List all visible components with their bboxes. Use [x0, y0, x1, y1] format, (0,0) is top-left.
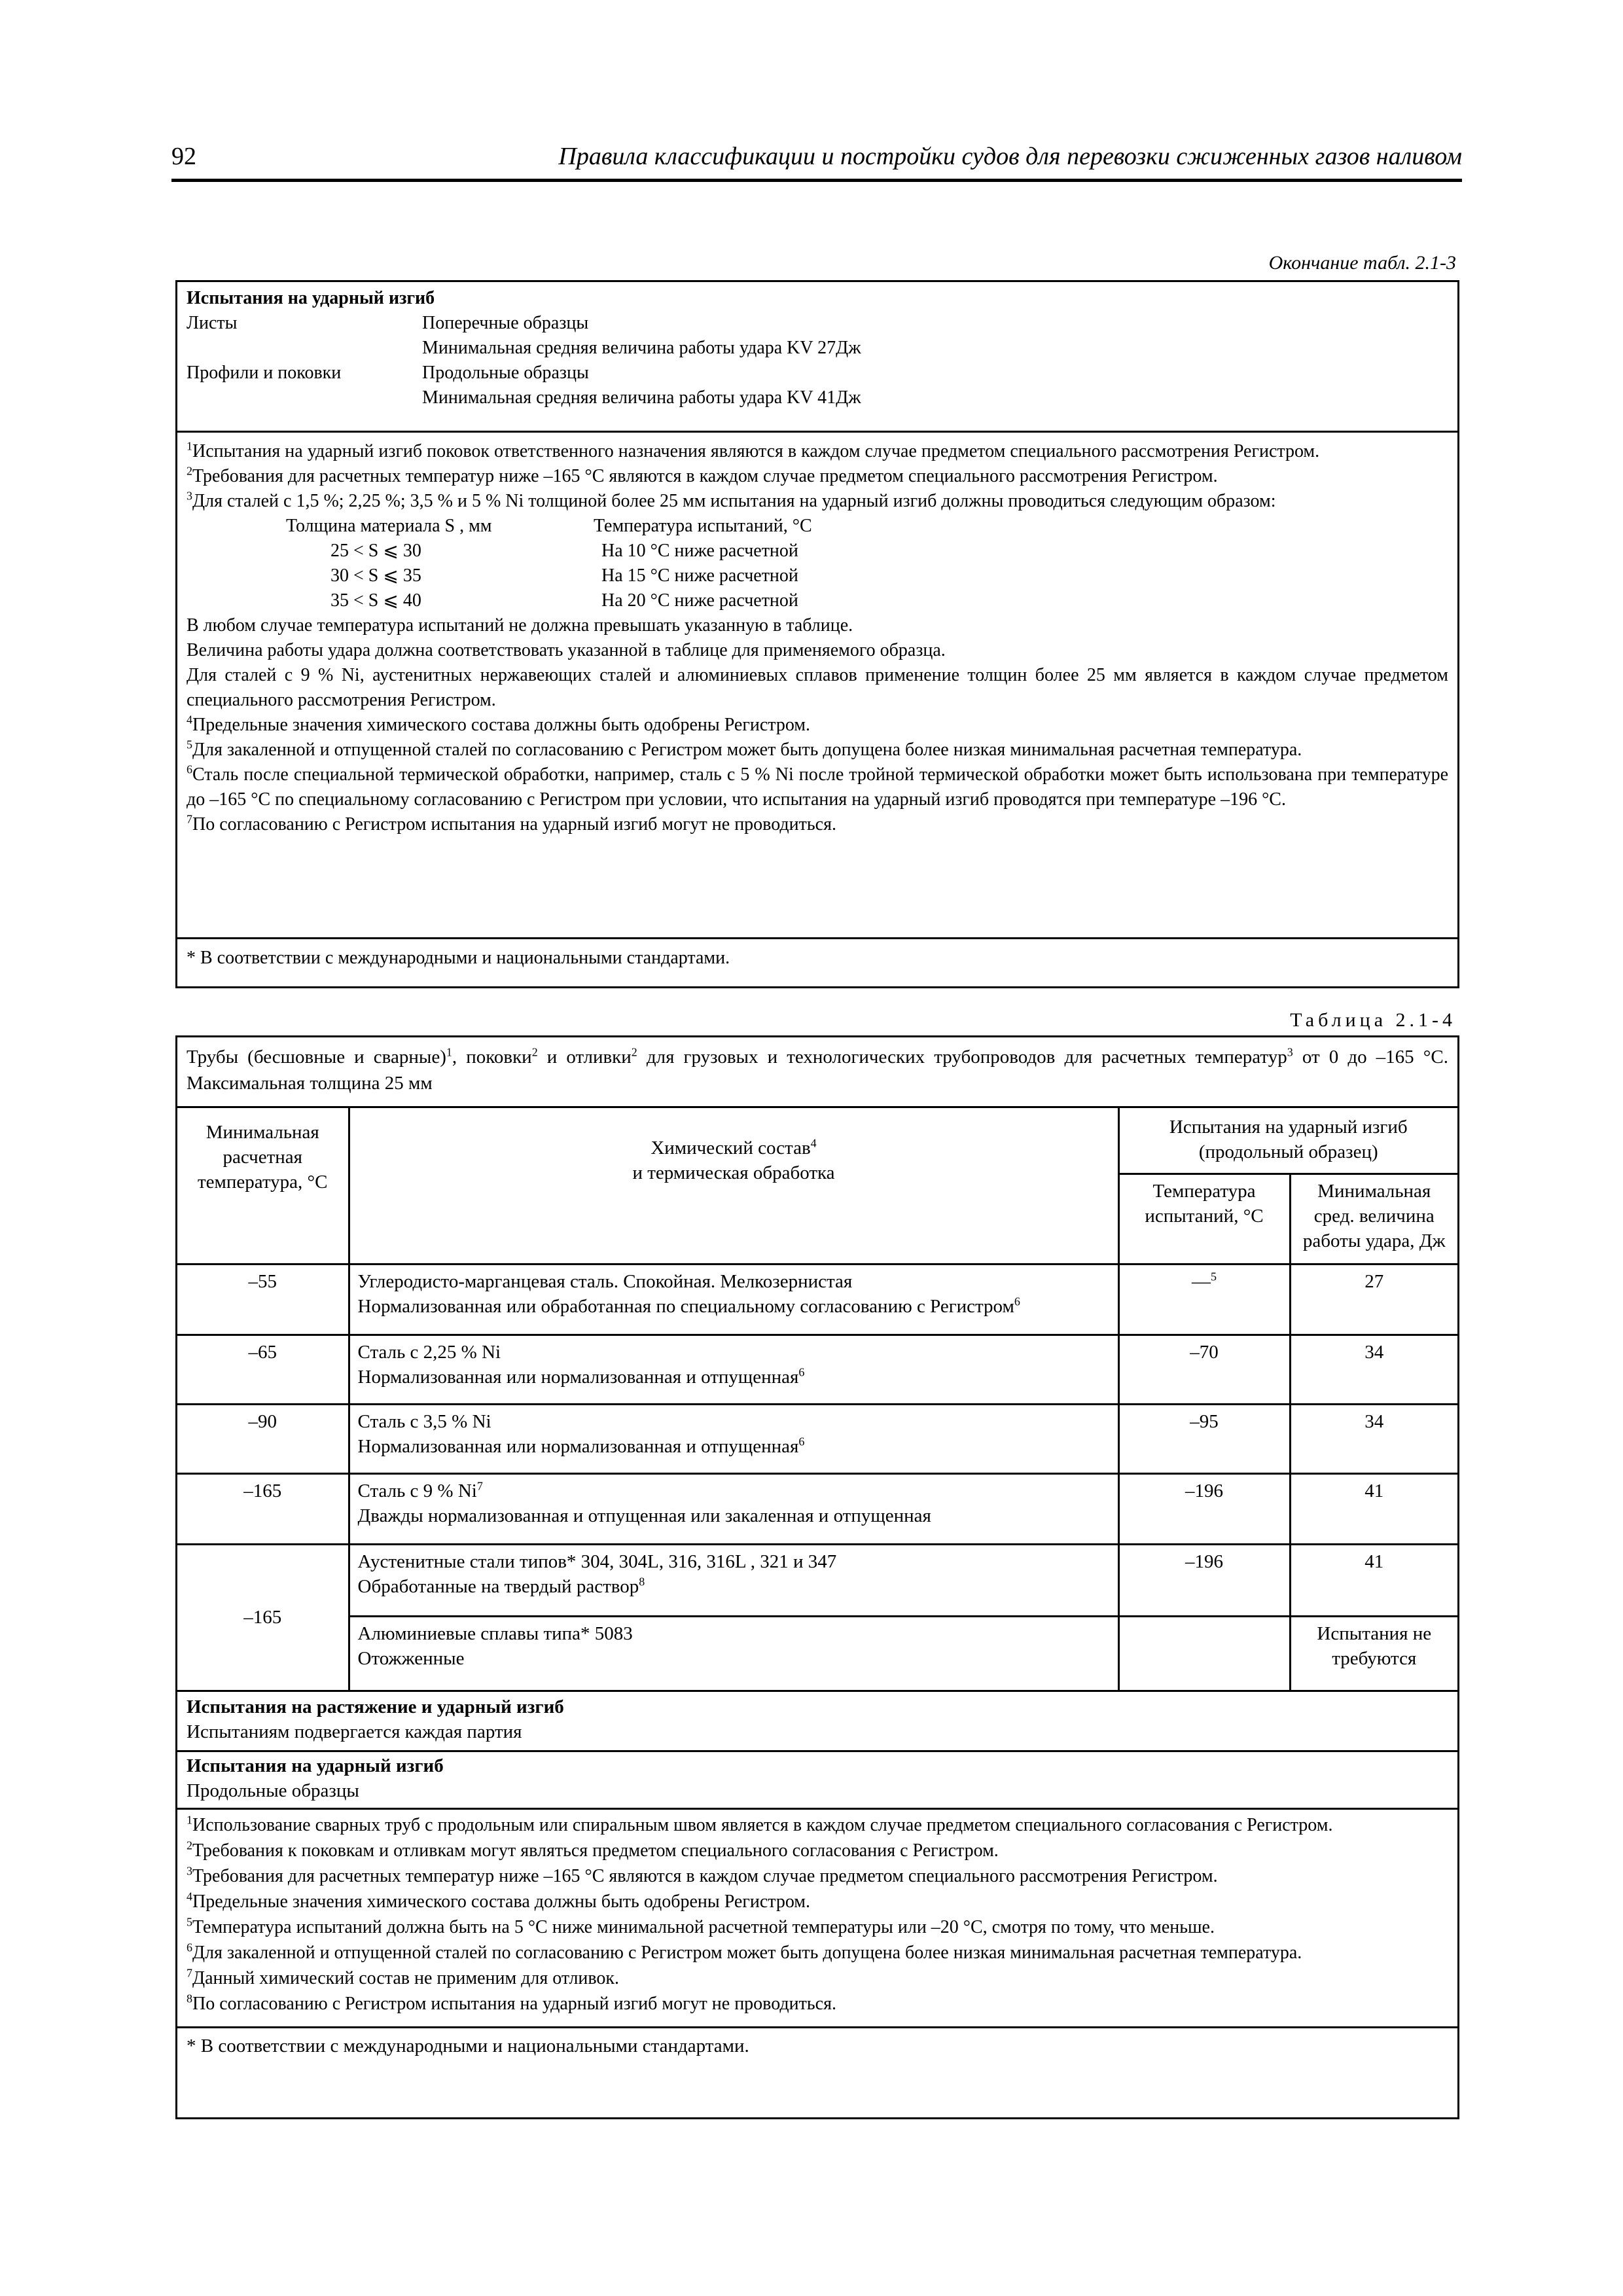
table-title: Трубы (бесшовные и сварные)$^1$, поковки$^2$ и отливки$^2$ для грузовых и технологических трубопроводов для расчетных температур$^3$ от 0 до –165 °С. Максимальная толщина 25 мм: [177, 1037, 1457, 1108]
thickness-range: 35 < S ⩽ 40: [330, 590, 421, 611]
footnote-2: $^2$Требования для расчетных температур ниже –165 °С являются в каждом случае предметом специального рассмотрения Регистром.: [187, 464, 1218, 486]
footnotes-section: [177, 1810, 1457, 2028]
footnote-3: $^3$Требования для расчетных температур ниже –165 °С являются в каждом случае предметом специального рассмотрения Регистром.: [187, 1864, 1218, 1886]
tension-section: Испытания на растяжение и ударный изгиб Испытаниям подвергается каждая партия: [177, 1692, 1457, 1752]
footnote-6: $^6$Сталь после специальной термической обработки, например, сталь с 5 % Ni после тройной термической обработки может быть использована при температуре до –165 °С по специальному согласованию с Регистром при условии, что испытания на ударный изгиб проводятся при температуре –196 °С.: [187, 762, 1448, 810]
table-2-1-4-caption: Таблица 2.1-4: [1290, 1009, 1456, 1031]
thickness-temp: На 20 °С ниже расчетной: [601, 590, 798, 611]
table-row: –55 Углеродисто-марганцевая сталь. Спокойная. Мелкозернистая Нормализованная или обработанная по специальному согласованию с Регистром$^6$ —$^5$ 27: [177, 1264, 1457, 1335]
table-row: –90 Сталь с 3,5 % Ni Нормализованная или нормализованная и отпущенная$^6$ –95 34: [177, 1404, 1457, 1473]
footnote-1: $^1$Использование сварных труб с продольным или спиральным швом является в каждом случае предметом специального согласования с Регистром.: [187, 1813, 1333, 1835]
table-row: –65 Сталь с 2,25 % Ni Нормализованная или нормализованная и отпущенная$^6$ –70 34: [177, 1335, 1457, 1404]
table-row: –165 Сталь с 9 % Ni$^7$ Дважды нормализованная и отпущенная или закаленная и отпущенная –196 41: [177, 1473, 1457, 1544]
thickness-table: [187, 514, 1448, 613]
impact-row: Листы Поперечные образцы: [187, 313, 589, 333]
table-2-1-3: [175, 280, 1459, 988]
note-paragraph: Величина работы удара должна соответствовать указанной в таблице для применяемого образца.: [187, 640, 946, 660]
impact-test-title: Испытания на ударный изгиб: [187, 288, 435, 308]
footnote-2: $^2$Требования к поковкам и отливкам могут являться предметом специального согласования с Регистром.: [187, 1839, 999, 1861]
table-2-1-3-caption: Окончание табл. 2.1-3: [1268, 252, 1456, 274]
footnote-6: $^6$Для закаленной и отпущенной сталей по согласованию с Регистром может быть допущена более низкая минимальная расчетная температура.: [187, 1941, 1302, 1963]
header-energy: Минимальная сред. величина работы удара, Дж: [1290, 1174, 1457, 1264]
table-row: Алюминиевые сплавы типа* 5083 Отожженные Испытания не требуются: [177, 1616, 1457, 1691]
thickness-range: 25 < S ⩽ 30: [330, 541, 421, 561]
note-paragraph: Для сталей с 9 % Ni, аустенитных нержавеющих сталей и алюминиевых сплавов применение толщин более 25 мм является в каждом случае предметом специального рассмотрения Регистром.: [187, 665, 1448, 710]
footnote-4: $^4$Предельные значения химического состава должны быть одобрены Регистром.: [187, 1890, 811, 1912]
impact-row: Минимальная средняя величина работы удара KV 41Дж: [422, 387, 861, 408]
footnotes-section: [177, 433, 1457, 939]
note-paragraph: В любом случае температура испытаний не должна превышать указанную в таблице.: [187, 615, 853, 636]
standards-note: * В соответствии с международными и национальными стандартами.: [187, 948, 730, 968]
standards-note: * В соответствии с международными и национальными стандартами.: [187, 2035, 749, 2056]
footnote-1: $^1$Испытания на ударный изгиб поковок ответственного назначения являются в каждом случае предметом специального рассмотрения Регистром.: [187, 439, 1320, 461]
test-temp-header: Температура испытаний, °С: [594, 516, 812, 536]
header-chem: Химический состав$^4$ и термическая обработка: [349, 1108, 1118, 1264]
header-test-temp: Температура испытаний, °С: [1118, 1174, 1290, 1264]
table-2-1-4: [175, 1035, 1459, 2119]
impact-row: Минимальная средняя величина работы удара KV 27Дж: [422, 338, 861, 358]
running-title: Правила классификации и постройки судов для перевозки сжиженных газов наливом: [558, 143, 1462, 170]
table-row: –165 Аустенитные стали типов* 304, 304L, 316, 316L , 321 и 347 Обработанные на твердый раствор$^8$ –196 41: [177, 1544, 1457, 1616]
footnote-7: $^7$По согласованию с Регистром испытания на ударный изгиб могут не проводиться.: [187, 812, 836, 834]
impact-section: Испытания на ударный изгиб Продольные образцы: [177, 1752, 1457, 1810]
thickness-range: 30 < S ⩽ 35: [330, 565, 421, 586]
header-impact: Испытания на ударный изгиб (продольный образец): [1118, 1108, 1457, 1174]
page-number: 92: [171, 143, 196, 170]
footnote-4: $^4$Предельные значения химического состава должны быть одобрены Регистром.: [187, 713, 811, 735]
impact-row: Профили и поковки Продольные образцы: [187, 363, 589, 383]
page-header: [171, 141, 1462, 182]
footnote-7: $^7$Данный химический состав не применим для отливок.: [187, 1966, 620, 1988]
thickness-header: Толщина материала S , мм: [286, 516, 492, 536]
thickness-temp: На 15 °С ниже расчетной: [601, 565, 798, 586]
impact-test-section: [177, 282, 1457, 433]
footnote-5: $^5$Температура испытаний должна быть на 5 °С ниже минимальной расчетной температуры или –20 °С, смотря по тому, что меньше.: [187, 1915, 1215, 1937]
header-min-temp: Минимальная расчетная температура, °С: [177, 1108, 349, 1264]
footnote-3: $^3$Для сталей с 1,5 %; 2,25 %; 3,5 % и 5 % Ni толщиной более 25 мм испытания на ударный изгиб должны проводиться следующим образом:: [187, 489, 1276, 511]
footnote-8: $^8$По согласованию с Регистром испытания на ударный изгиб могут не проводиться.: [187, 1992, 836, 2014]
footnote-5: $^5$Для закаленной и отпущенной сталей по согласованию с Регистром может быть допущена более низкая минимальная расчетная температура.: [187, 738, 1302, 760]
thickness-temp: На 10 °С ниже расчетной: [601, 541, 798, 561]
materials-table: [177, 1108, 1457, 1692]
